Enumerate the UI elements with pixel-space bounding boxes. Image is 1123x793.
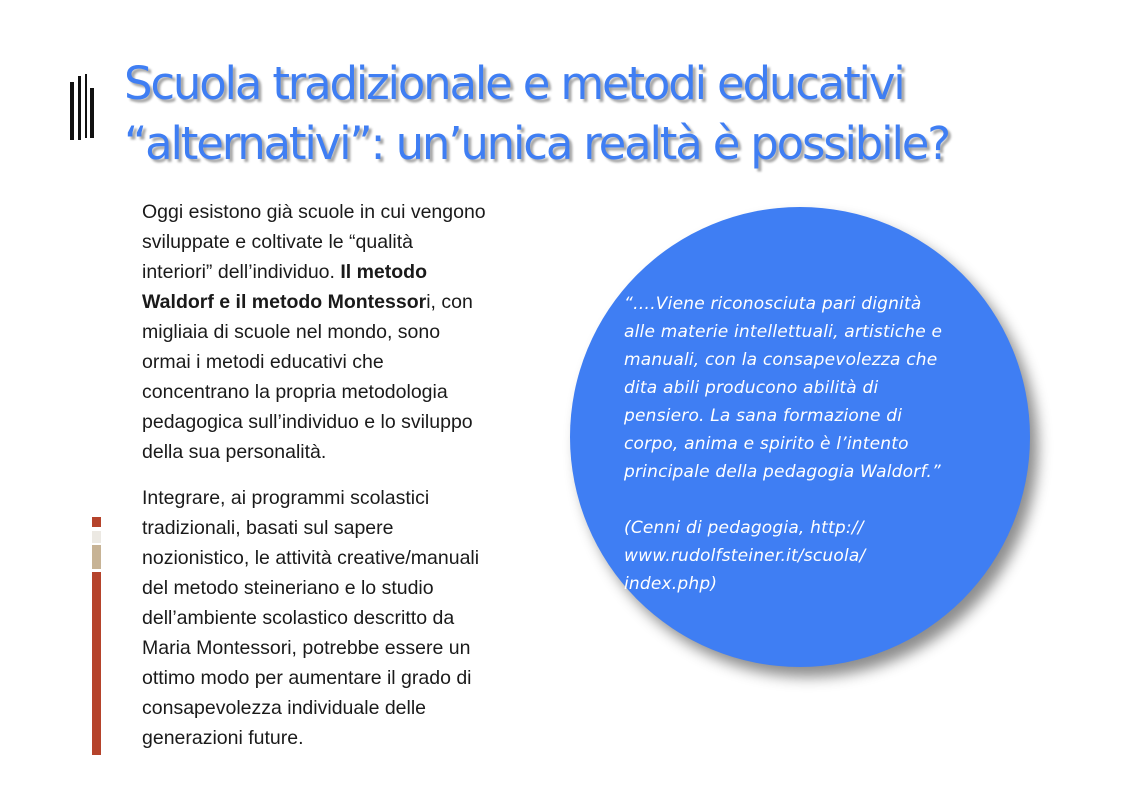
quote-text (624, 290, 1004, 598)
paragraph-1-line (142, 257, 562, 287)
paragraph-1-line: pedagogica sull’individuo e lo sviluppo (142, 411, 473, 433)
slide-title-line-1: Scuola tradizionale e metodi educativi (124, 57, 904, 110)
paragraph-2-line: Maria Montessori, potrebbe essere un (142, 637, 471, 659)
paragraph-2-line: Integrare, ai programmi scolastici (142, 487, 430, 509)
paragraph-2-line: dell’ambiente scolastico descritto da (142, 607, 455, 629)
side-bar-red-small (92, 517, 101, 527)
paragraph-1-line: della sua personalità. (142, 441, 327, 463)
quote-source-line: (Cenni di pedagogia, http:// (624, 518, 864, 538)
quote-source-line: www.rudolfsteiner.it/scuola/ (624, 546, 866, 566)
quote-line: manuali, con la consapevolezza che (624, 350, 938, 370)
quote-line: dita abili producono abilità di (624, 378, 879, 398)
paragraph-1-bold-text: Il metodo (340, 261, 428, 283)
paragraph-1-text: interiori” dell’individuo. (142, 261, 341, 283)
paragraph-1-line: sviluppate e coltivate le “qualità (142, 231, 413, 253)
quote-line: pensiero. La sana formazione di (624, 406, 903, 426)
side-bar-red-long (92, 572, 101, 755)
quote-line: corpo, anima e spirito è l’intento (624, 434, 909, 454)
paragraph-2-line: ottimo modo per aumentare il grado di (142, 667, 472, 689)
title-bar-3 (85, 74, 87, 138)
paragraph-2-line: tradizionali, basati sul sapere (142, 517, 394, 539)
paragraph-2-line: del metodo steineriano e lo studio (142, 577, 434, 599)
paragraph-2-line: consapevolezza individuale delle (142, 697, 427, 719)
quote-source-line: index.php) (624, 574, 718, 594)
quote-line: principale della pedagogia Waldorf.” (624, 462, 941, 482)
paragraph-1-line: migliaia di scuole nel mondo, sono (142, 321, 441, 343)
quote-line: “….Viene riconosciuta pari dignità (624, 294, 922, 314)
title-bar-4 (90, 88, 94, 138)
side-bar-tan (92, 545, 101, 569)
paragraph-1-line: ormai i metodi educativi che (142, 351, 384, 373)
paragraph-1 (142, 197, 562, 467)
paragraph-1-line: Oggi esistono già scuole in cui vengono (142, 201, 486, 223)
paragraph-2-line: nozionistico, le attività creative/manuali (142, 547, 480, 569)
quote-spacer (624, 486, 1004, 514)
paragraph-1-line: concentrano la propria metodologia (142, 381, 448, 403)
paragraph-2-line: generazioni future. (142, 727, 304, 749)
paragraph-1-line (142, 287, 562, 317)
paragraph-1-text: i, con (426, 291, 473, 313)
title-bar-2 (78, 76, 81, 140)
title-bars-decoration (70, 74, 100, 142)
paragraph-1-bold-text: Waldorf e il metodo Montessor (142, 291, 427, 313)
slide-title-line-2: “alternativi”: un’unica realtà è possibile? (124, 117, 949, 170)
title-bar-1 (70, 82, 74, 140)
slide-title (124, 54, 1004, 174)
paragraph-2 (142, 483, 562, 753)
side-bar-light (92, 531, 101, 543)
quote-line: alle materie intellettuali, artistiche e (624, 322, 943, 342)
body-text (142, 197, 562, 753)
